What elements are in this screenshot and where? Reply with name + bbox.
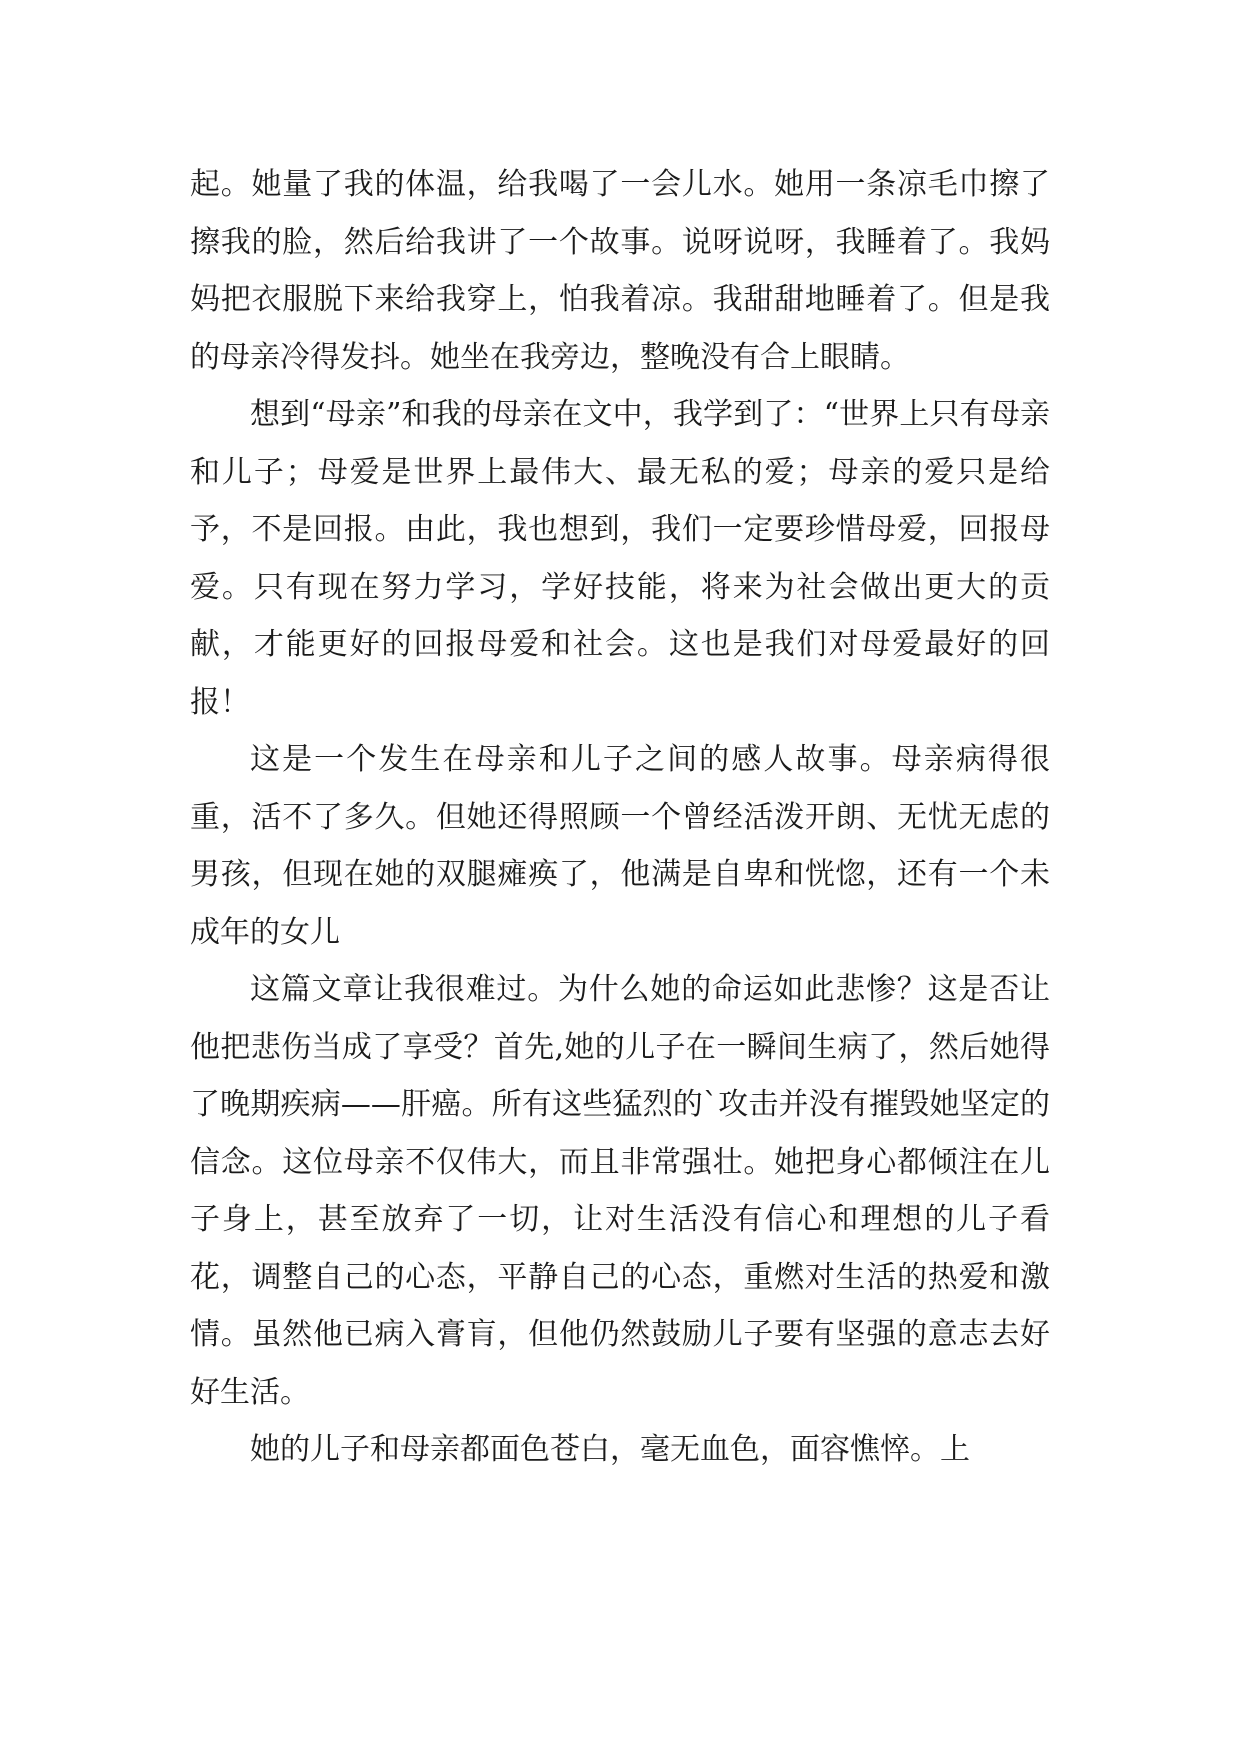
paragraph: 想到“母亲”和我的母亲在文中，我学到了：“世界上只有母亲和儿子；母爱是世界上最伟大、最无私的爱；母亲的爱只是给予，不是回报。由此，我也想到，我们一定要珍惜母爱，回报母爱。只有现在努力学习，学好技能，将来为社会做出更大的贡献，才能更好的回报母爱和社会。这也是我们对母爱最好的回报！ [190,397,1050,720]
paragraph: 她的儿子和母亲都面色苍白，毫无血色，面容憔悴。上 [250,1432,970,1467]
document-body [190,156,1050,1479]
paragraph: 这是一个发生在母亲和儿子之间的感人故事。母亲病得很重，活不了多久。但她还得照顾一个曾经活泼开朗、无忧无虑的男孩，但现在她的双腿瘫痪了，他满是自卑和恍惚，还有一个未成年的女儿 [190,742,1050,950]
paragraph-continuation: 起。她量了我的体温，给我喝了一会儿水。她用一条凉毛巾擦了擦我的脸，然后给我讲了一个故事。说呀说呀，我睡着了。我妈妈把衣服脱下来给我穿上，怕我着凉。我甜甜地睡着了。但是我的母亲冷得发抖。她坐在我旁边，整晚没有合上眼睛。 [190,167,1050,375]
paragraph: 这篇文章让我很难过。为什么她的命运如此悲惨？这是否让他把悲伤当成了享受？首先,她的儿子在一瞬间生病了，然后她得了晚期疾病——肝癌。所有这些猛烈的`攻击并没有摧毁她坚定的信念。这位母亲不仅伟大，而且非常强壮。她把身心都倾注在儿子身上，甚至放弃了一切，让对生活没有信心和理想的儿子看花，调整自己的心态，平静自己的心态，重燃对生活的热爱和激情。虽然他已病入膏肓，但他仍然鼓励儿子要有坚强的意志去好好生活。 [190,972,1050,1410]
